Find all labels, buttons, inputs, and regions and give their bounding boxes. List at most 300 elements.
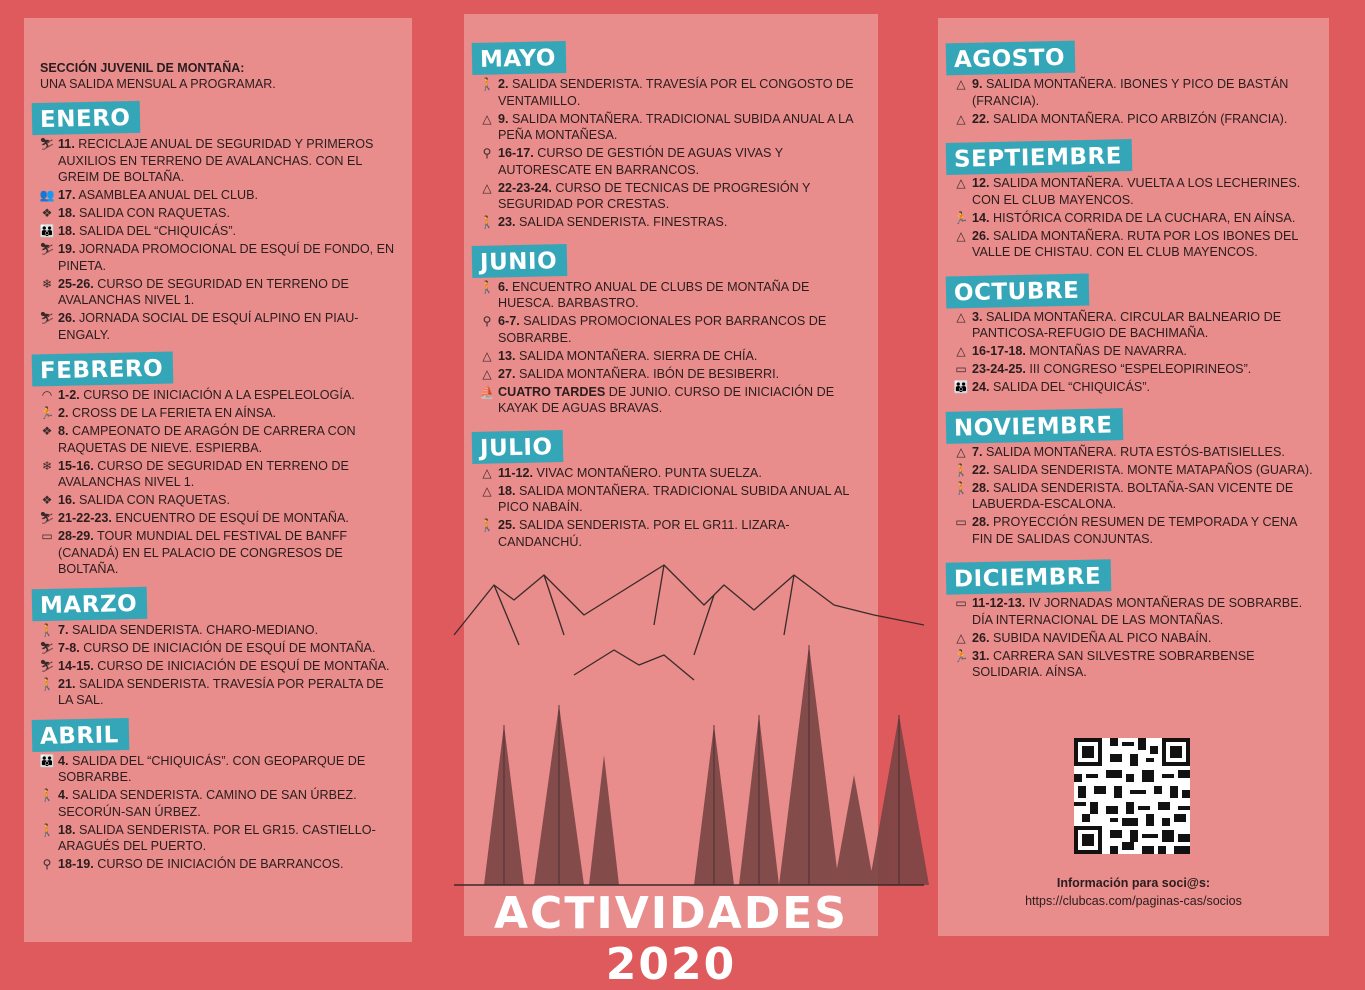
event-description: SALIDA MONTAÑERA. CIRCULAR BALNEARIO DE PANTICOSA-REFUGIO DE BACHIMAÑA. — [972, 309, 1282, 340]
event-description: CURSO DE SEGURIDAD EN TERRENO DE AVALANCHAS NIVEL 1. — [58, 276, 349, 307]
event-description: SALIDA SENDERISTA. TRAVESÍA POR EL CONGOSTO DE VENTAMILLO. — [498, 77, 854, 108]
event-date: 18. — [58, 206, 76, 220]
event-text — [56, 187, 398, 204]
avalanche-icon: ⛷ — [39, 137, 55, 151]
event-text — [496, 313, 864, 346]
event-text — [56, 658, 398, 675]
event-description: IV JORNADAS MONTAÑERAS DE SOBRARBE. DÍA INTERNACIONAL DE LAS MONTAÑAS. — [972, 596, 1303, 627]
event-item — [38, 187, 398, 204]
event-text — [970, 514, 1315, 547]
snowflake-icon: ❄ — [41, 458, 53, 473]
event-date: 6. — [498, 279, 509, 294]
event-item — [478, 76, 864, 109]
event-description: CURSO DE GESTIÓN DE AGUAS VIVAS Y AUTORESCATE EN BARRANCOS. — [498, 146, 783, 177]
info-url[interactable]: https://clubcas.com/paginas-cas/socios — [1025, 894, 1242, 908]
canyoning-icon: ⚲ — [482, 146, 492, 160]
event-item — [952, 595, 1315, 628]
event-text — [970, 462, 1315, 479]
event-text — [970, 444, 1315, 461]
family-icon: 👪 — [39, 224, 55, 238]
runner-icon: 🏃 — [39, 406, 55, 420]
event-description: SALIDA SENDERISTA. POR EL GR15. CASTIELLO-ARAGUÉS DEL PUERTO. — [58, 822, 376, 853]
event-description: SALIDA SENDERISTA. TRAVESÍA POR PERALTA DE LA SAL. — [58, 676, 384, 707]
event-text — [970, 76, 1315, 109]
event-item — [952, 444, 1315, 461]
event-date: 11. — [58, 137, 75, 151]
event-date: 15-16. — [58, 458, 94, 473]
event-item — [38, 822, 398, 855]
intro — [40, 60, 398, 92]
event-date: 7. — [58, 622, 69, 637]
event-text — [496, 348, 864, 365]
event-item — [952, 648, 1315, 681]
event-date: 18. — [58, 822, 76, 837]
month-title: NOVIEMBRE — [946, 408, 1123, 444]
event-date: 9. — [972, 77, 983, 91]
event-description: CARRERA SAN SILVESTRE SOBRARBENSE SOLIDARIA. AÍNSA. — [972, 648, 1255, 679]
event-text — [56, 458, 398, 491]
event-text — [56, 423, 398, 456]
event-text — [496, 145, 864, 178]
canyoning-icon: ⚲ — [42, 857, 52, 871]
mountain-icon: △ — [482, 483, 492, 498]
mountain-icon: △ — [956, 111, 966, 126]
event-date: 24. — [972, 380, 990, 394]
mountain-icon: △ — [482, 111, 492, 126]
kayak-icon: ⛵ — [479, 384, 495, 399]
event-date: 16. — [58, 493, 76, 507]
event-item — [38, 310, 398, 343]
event-item — [38, 622, 398, 639]
projector-icon: ▭ — [41, 529, 53, 543]
event-date: 2. — [498, 77, 509, 91]
event-date: 28. — [972, 515, 990, 529]
event-item — [38, 640, 398, 657]
event-date: 23. — [498, 215, 516, 229]
hiker-icon: 🚶 — [39, 676, 55, 691]
event-description: SALIDA SENDERISTA. BOLTAÑA-SAN VICENTE DE LABUERDA-ESCALONA. — [972, 480, 1294, 511]
event-description: SALIDA DEL “CHIQUICÁS”. CON GEOPARQUE DE SOBRARBE. — [58, 753, 366, 784]
event-item — [478, 145, 864, 178]
event-date: 7. — [972, 444, 983, 459]
event-text — [970, 648, 1315, 681]
event-date: 14. — [972, 210, 990, 225]
mountain-icon: △ — [482, 465, 492, 480]
event-date: 11-12-13. — [972, 596, 1026, 610]
month-junio — [478, 245, 864, 417]
event-item — [952, 76, 1315, 109]
month-mayo — [478, 42, 864, 231]
hiker-icon: 🚶 — [953, 480, 969, 495]
cross-country-ski-icon: ⛷ — [39, 242, 55, 256]
hiker-icon: 🚶 — [479, 77, 495, 91]
event-text — [970, 343, 1315, 360]
event-date: 12. — [972, 176, 990, 190]
month-agosto — [952, 42, 1315, 127]
month-title: MARZO — [32, 586, 148, 620]
event-list — [478, 279, 864, 417]
event-item — [38, 136, 398, 186]
event-date: 21-22-23. — [58, 511, 112, 525]
event-description: SALIDA SENDERISTA. FINESTRAS. — [515, 215, 728, 229]
event-text — [496, 366, 864, 383]
event-description: SALIDA SENDERISTA. CAMINO DE SAN ÚRBEZ. SECORÚN-SAN ÚRBEZ. — [58, 788, 357, 819]
event-date: 23-24-25. — [972, 362, 1026, 376]
month-title: JUNIO — [472, 244, 568, 278]
event-text — [56, 205, 398, 222]
event-item — [38, 223, 398, 240]
event-date: 1-2. — [58, 388, 80, 402]
month-febrero — [38, 353, 398, 578]
event-text — [56, 787, 398, 820]
event-list — [952, 76, 1315, 127]
event-date: 25-26. — [58, 276, 94, 291]
event-item — [38, 787, 398, 820]
mountain-icon: △ — [956, 444, 966, 459]
event-text — [56, 622, 398, 639]
event-item — [38, 205, 398, 222]
event-description: ENCUENTRO ANUAL DE CLUBS DE MONTAÑA DE HUESCA. BARBASTRO. — [498, 279, 810, 310]
hiker-icon: 🚶 — [479, 518, 495, 532]
month-marzo — [38, 588, 398, 709]
event-description: VIVAC MONTAÑERO. PUNTA SUELZA. — [533, 465, 762, 480]
event-text — [496, 279, 864, 312]
mountain-forest-illustration — [424, 555, 930, 895]
group-icon: 👥 — [39, 188, 55, 202]
event-text — [970, 228, 1315, 261]
event-item — [478, 517, 864, 550]
event-description: DE JUNIO. CURSO DE INICIACIÓN DE KAYAK DE AGUAS BRAVAS. — [498, 384, 835, 415]
event-description: SALIDA MONTAÑERA. VUELTA A LOS LECHERINES. CON EL CLUB MAYENCOS. — [972, 176, 1301, 207]
event-description: CURSO DE INICIACIÓN DE ESQUÍ DE MONTAÑA. — [93, 658, 390, 673]
event-item — [952, 361, 1315, 378]
event-text — [56, 387, 398, 404]
event-date: 9. — [498, 111, 509, 126]
event-text — [970, 111, 1315, 128]
month-abril — [38, 719, 398, 873]
event-description: SALIDA CON RAQUETAS. — [75, 206, 230, 220]
runner-icon: 🏃 — [953, 210, 969, 225]
event-description: CURSO DE INICIACIÓN DE ESQUÍ DE MONTAÑA. — [79, 640, 376, 655]
event-item — [952, 462, 1315, 479]
mountain-icon: △ — [956, 228, 966, 243]
ski-touring-icon: ⛷ — [39, 511, 55, 525]
event-date: 13. — [498, 348, 516, 363]
event-list — [952, 309, 1315, 396]
event-date: 2. — [58, 406, 69, 420]
event-description: CURSO DE INICIACIÓN A LA ESPELEOLOGÍA. — [79, 388, 355, 402]
month-julio — [478, 431, 864, 551]
event-date: 14-15. — [58, 658, 94, 673]
event-description: SALIDA MONTAÑERA. IBONES Y PICO DE BASTÁN (FRANCIA). — [972, 77, 1289, 108]
event-text — [56, 753, 398, 786]
event-description: MONTAÑAS DE NAVARRA. — [1025, 344, 1187, 358]
event-description: SALIDAS PROMOCIONALES POR BARRANCOS DE SOBRARBE. — [498, 314, 827, 345]
event-date: 17. — [58, 188, 76, 202]
event-date: 31. — [972, 648, 990, 663]
event-item — [952, 630, 1315, 647]
month-diciembre — [952, 561, 1315, 681]
event-text — [970, 480, 1315, 513]
event-text — [56, 310, 398, 343]
event-description: ASAMBLEA ANUAL DEL CLUB. — [75, 188, 258, 202]
event-text — [56, 223, 398, 240]
mountain-icon: △ — [956, 176, 966, 190]
intro-title: SECCIÓN JUVENIL DE MONTAÑA: — [40, 61, 245, 75]
event-text — [496, 111, 864, 144]
mountain-icon: △ — [956, 630, 966, 645]
event-item — [478, 366, 864, 383]
event-date: 22-23-24. — [498, 180, 552, 195]
event-item — [38, 492, 398, 509]
snowshoes-icon: ❖ — [41, 493, 53, 507]
event-item — [952, 309, 1315, 342]
event-list — [478, 76, 864, 231]
event-date: 22. — [972, 111, 990, 126]
event-description: SALIDA SENDERISTA. MONTE MATAPAÑOS (GUARA). — [989, 462, 1313, 477]
event-date: 26. — [972, 630, 990, 645]
event-date: 22. — [972, 462, 990, 477]
event-item — [478, 313, 864, 346]
month-septiembre — [952, 141, 1315, 261]
panel-left — [24, 18, 412, 942]
event-item — [478, 483, 864, 516]
event-date: 16-17-18. — [972, 344, 1026, 358]
event-item — [952, 228, 1315, 261]
month-title: SEPTIEMBRE — [946, 139, 1133, 175]
event-date: 3. — [972, 309, 983, 324]
cave-icon: ◠ — [41, 388, 53, 402]
mountain-icon: △ — [482, 348, 492, 363]
event-list — [952, 444, 1315, 548]
event-date: 27. — [498, 366, 516, 381]
ski-touring-icon: ⛷ — [39, 640, 55, 655]
event-date: 26. — [58, 311, 76, 325]
event-item — [38, 528, 398, 578]
event-text — [56, 405, 398, 422]
event-date: 21. — [58, 676, 76, 691]
event-item — [38, 658, 398, 675]
event-date: 11-12. — [498, 465, 534, 480]
event-text — [56, 241, 398, 274]
event-date: CUATRO TARDES — [498, 384, 606, 399]
event-description: HISTÓRICA CORRIDA DE LA CUCHARA, EN AÍNSA. — [989, 210, 1296, 225]
event-date: 28-29. — [58, 529, 94, 543]
hiker-icon: 🚶 — [39, 822, 55, 837]
snowflake-icon: ❄ — [41, 276, 53, 291]
event-item — [952, 210, 1315, 227]
month-title: AGOSTO — [946, 41, 1076, 76]
event-text — [496, 384, 864, 417]
event-description: SALIDA SENDERISTA. POR EL GR11. LIZARA-CANDANCHÚ. — [498, 518, 790, 549]
event-item — [478, 180, 864, 213]
month-enero — [38, 102, 398, 343]
canyoning-icon: ⚲ — [482, 314, 492, 328]
event-text — [56, 640, 398, 657]
event-description: JORNADA SOCIAL DE ESQUÍ ALPINO EN PIAU-ENGALY. — [58, 311, 359, 342]
event-description: SALIDA MONTAÑERA. RUTA POR LOS IBONES DEL VALLE DE CHISTAU. CON EL CLUB MAYENCOS. — [972, 228, 1298, 259]
event-item — [952, 480, 1315, 513]
event-description: SALIDA SENDERISTA. CHARO-MEDIANO. — [68, 622, 319, 637]
event-list — [38, 753, 398, 873]
event-item — [952, 175, 1315, 208]
event-list — [38, 136, 398, 343]
qr-code[interactable] — [1074, 738, 1190, 854]
event-text — [56, 676, 398, 709]
event-date: 25. — [498, 518, 516, 532]
event-date: 7-8. — [58, 640, 80, 655]
event-item — [478, 384, 864, 417]
event-item — [478, 214, 864, 231]
event-description: CROSS DE LA FERIETA EN AÍNSA. — [68, 406, 277, 420]
month-title: DICIEMBRE — [946, 559, 1112, 594]
projector-icon: ▭ — [955, 362, 967, 376]
event-text — [56, 528, 398, 578]
event-item — [38, 423, 398, 456]
event-list — [38, 387, 398, 578]
event-description: III CONGRESO “ESPELEOPIRINEOS”. — [1025, 362, 1252, 376]
snowshoes-icon: ❖ — [41, 424, 53, 438]
hiker-icon: 🚶 — [479, 279, 495, 294]
event-description: CURSO DE TECNICAS DE PROGRESIÓN Y SEGURIDAD POR CRESTAS. — [498, 180, 811, 211]
month-title: ABRIL — [32, 717, 129, 751]
event-text — [970, 630, 1315, 647]
event-date: 19. — [58, 242, 76, 256]
hiker-icon: 🚶 — [479, 215, 495, 229]
event-date: 6-7. — [498, 314, 520, 328]
event-text — [496, 214, 864, 231]
event-text — [496, 465, 864, 482]
event-item — [478, 348, 864, 365]
event-item — [38, 856, 398, 873]
event-list — [38, 622, 398, 709]
event-text — [56, 136, 398, 186]
event-text — [970, 175, 1315, 208]
event-description: SALIDA MONTAÑERA. TRADICIONAL SUBIDA ANUAL AL PICO NABAÍN. — [498, 483, 849, 514]
event-item — [38, 387, 398, 404]
projector-icon: ▭ — [955, 596, 967, 610]
family-icon: 👪 — [39, 753, 55, 768]
event-item — [952, 379, 1315, 396]
intro-subtitle: UNA SALIDA MENSUAL A PROGRAMAR. — [40, 77, 276, 91]
snowshoes-icon: ❖ — [41, 206, 53, 220]
mountain-icon: △ — [482, 366, 492, 381]
event-text — [496, 483, 864, 516]
event-description: CAMPEONATO DE ARAGÓN DE CARRERA CON RAQUETAS DE NIEVE. ESPIERBA. — [58, 424, 356, 455]
month-octubre — [952, 275, 1315, 396]
runner-icon: 🏃 — [953, 648, 969, 663]
event-list — [478, 465, 864, 551]
event-description: JORNADA PROMOCIONAL DE ESQUÍ DE FONDO, EN PINETA. — [58, 242, 395, 273]
event-list — [952, 175, 1315, 261]
event-date: 4. — [58, 753, 69, 768]
event-item — [38, 458, 398, 491]
event-description: CURSO DE INICIACIÓN DE BARRANCOS. — [93, 857, 344, 871]
event-item — [952, 111, 1315, 128]
mountain-icon: △ — [956, 77, 966, 91]
event-text — [970, 309, 1315, 342]
month-noviembre — [952, 410, 1315, 548]
event-date: 4. — [58, 788, 69, 802]
month-title: OCTUBRE — [946, 273, 1090, 308]
event-text — [970, 595, 1315, 628]
hiker-icon: 🚶 — [39, 788, 55, 802]
poster-title: ACTIVIDADES 2020 — [494, 888, 848, 990]
event-text — [970, 379, 1315, 396]
event-description: SALIDA DEL “CHIQUICÁS”. — [75, 224, 237, 238]
event-description: SALIDA MONTAÑERA. IBÓN DE BESIBERRI. — [515, 366, 780, 381]
event-item — [478, 465, 864, 482]
projector-icon: ▭ — [955, 515, 967, 529]
event-list — [952, 595, 1315, 681]
hiker-icon: 🚶 — [953, 462, 969, 477]
event-text — [56, 856, 398, 873]
event-date: 28. — [972, 480, 990, 495]
event-text — [496, 180, 864, 213]
event-item — [38, 676, 398, 709]
event-text — [970, 210, 1315, 227]
month-title: ENERO — [32, 101, 141, 135]
event-description: ENCUENTRO DE ESQUÍ DE MONTAÑA. — [111, 511, 349, 525]
event-text — [496, 76, 864, 109]
event-item — [952, 343, 1315, 360]
event-description: SALIDA MONTAÑERA. TRADICIONAL SUBIDA ANUAL A LA PEÑA MONTAÑESA. — [498, 111, 853, 142]
event-text — [56, 822, 398, 855]
event-date: 26. — [972, 228, 990, 243]
info-label: Información para soci@s: — [1056, 876, 1211, 890]
event-description: SUBIDA NAVIDEÑA AL PICO NABAÍN. — [989, 630, 1212, 645]
family-icon: 👪 — [953, 380, 969, 394]
event-item — [38, 753, 398, 786]
event-date: 8. — [58, 424, 69, 438]
event-description: TOUR MUNDIAL DEL FESTIVAL DE BANFF (CANADÁ) EN EL PALACIO DE CONGRESOS DE BOLTAÑA. — [58, 529, 348, 576]
event-description: CURSO DE SEGURIDAD EN TERRENO DE AVALANCHAS NIVEL 1. — [58, 458, 349, 489]
event-item — [38, 241, 398, 274]
event-text — [56, 510, 398, 527]
ski-touring-icon: ⛷ — [39, 658, 55, 673]
event-description: SALIDA MONTAÑERA. SIERRA DE CHÍA. — [515, 348, 758, 363]
hiker-icon: 🚶 — [39, 622, 55, 637]
mountain-icon: △ — [482, 180, 492, 195]
event-text — [970, 361, 1315, 378]
event-text — [496, 517, 864, 550]
event-item — [952, 514, 1315, 547]
event-date: 18-19. — [58, 857, 94, 871]
month-title: FEBRERO — [32, 352, 174, 387]
event-description: SALIDA DEL “CHIQUICÁS”. — [989, 380, 1151, 394]
month-title: MAYO — [472, 41, 567, 75]
event-item — [38, 405, 398, 422]
month-title: JULIO — [472, 430, 563, 464]
event-description: SALIDA MONTAÑERA. PICO ARBIZÓN (FRANCIA). — [989, 111, 1288, 126]
event-description: PROYECCIÓN RESUMEN DE TEMPORADA Y CENA FIN DE SALIDAS CONJUNTAS. — [972, 515, 1297, 546]
event-item — [38, 510, 398, 527]
event-date: 18. — [498, 483, 516, 498]
event-date: 18. — [58, 224, 76, 238]
event-item — [478, 111, 864, 144]
event-description: RECICLAJE ANUAL DE SEGURIDAD Y PRIMEROS AUXILIOS EN TERRENO DE AVALANCHAS. CON EL GREIM DE BOLTAÑA. — [58, 137, 374, 184]
event-description: SALIDA MONTAÑERA. RUTA ESTÓS-BATISIELLES. — [982, 444, 1285, 459]
alpine-ski-icon: ⛷ — [39, 311, 55, 325]
event-text — [56, 492, 398, 509]
event-item — [478, 279, 864, 312]
mountain-icon: △ — [956, 344, 966, 358]
event-description: SALIDA CON RAQUETAS. — [75, 493, 230, 507]
mountain-icon: △ — [956, 309, 966, 324]
event-date: 16-17. — [498, 146, 534, 160]
event-item — [38, 276, 398, 309]
event-text — [56, 276, 398, 309]
